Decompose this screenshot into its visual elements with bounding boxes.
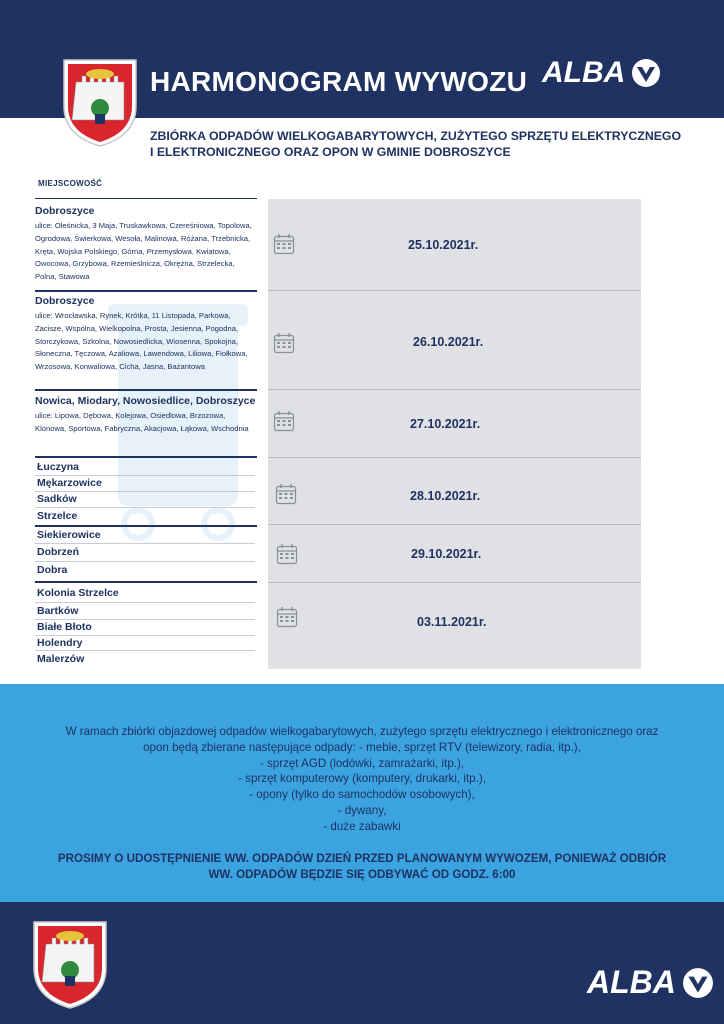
place-name: Strzelce <box>37 510 78 522</box>
collection-date: 03.11.2021r. <box>417 615 487 629</box>
row-separator <box>268 457 641 458</box>
divider <box>35 525 257 527</box>
info-line: W ramach zbiórki objazdowej odpadów wielkogabarytowych, zużytego sprzętu elektrycznego i elektronicznego oraz <box>65 725 659 738</box>
collection-date: 27.10.2021r. <box>410 417 481 431</box>
footer-bar <box>0 902 724 1024</box>
place-name: Białe Błoto <box>37 621 92 633</box>
notice-line-2: WW. ODPADÓW BĘDZIE SIĘ ODBYWAĆ OD GODZ. 6:00 <box>208 868 516 881</box>
calendar-icon <box>276 543 298 565</box>
divider <box>35 290 257 292</box>
place-name: Malerzów <box>37 653 85 665</box>
info-line: - opony (tylko do samochodów osobowych), <box>249 788 475 802</box>
place-name: Holendry <box>37 637 83 649</box>
street-list: ulice: Oleśnicka, 3 Maja, Truskawkowa, Czereśniowa, Topolowa, Ogrodowa, Świerkowa, Wesoła, Malinowa, Różana, Trzebnicka, Kręta, Wojska Polskiego, Górna, Przemysłowa, Kwiatowa, Owocowa, Grzybowa, Rzemieślnicza, Okrężna, Strzelecka, Polna, Stawowa <box>35 221 252 282</box>
street-list: ulice: Wrocławska, Rynek, Krótka, 11 Listopada, Parkowa, Zacisze, Wspólna, Wielkopolna, Prosta, Jesienna, Pogodna, Storczykowa, Szkolna, Nowosiedlicka, Wiosenna, Spokojna, Słoneczna, Tęczowa, Azaliowa, Lawendowa, Liliowa, Fiołkowa, Wrzosowa, Konwaliowa, Cicha, Jasna, Bażantowa <box>35 311 248 372</box>
info-text <box>20 724 704 835</box>
coat-of-arms-icon <box>32 918 108 1010</box>
location-group-2 <box>35 295 257 374</box>
alba-logo-icon <box>631 58 661 88</box>
divider <box>35 650 255 651</box>
info-line: - dywany, <box>337 803 387 817</box>
divider <box>35 389 257 391</box>
place-name: Łuczyna <box>37 461 80 473</box>
alba-logo <box>587 964 714 1001</box>
collection-date: 26.10.2021r. <box>413 335 484 349</box>
place-name: Sadków <box>37 493 77 505</box>
row-separator <box>268 582 641 583</box>
place-name: Kolonia Strzelce <box>37 587 119 599</box>
divider <box>35 491 255 492</box>
row-separator <box>268 389 641 390</box>
alba-wordmark: ALBA <box>542 56 626 89</box>
group-name: Dobroszyce <box>35 205 95 217</box>
subtitle-line-1: ZBIÓRKA ODPADÓW WIELKOGABARYTOWYCH, ZUŻYTEGO SPRZĘTU ELEKTRYCZNEGO <box>150 129 682 143</box>
divider <box>35 581 257 583</box>
info-line: - duże zabawki <box>323 819 401 833</box>
divider <box>35 456 257 458</box>
calendar-icon <box>275 483 297 505</box>
row-separator <box>268 524 641 525</box>
divider <box>35 475 255 476</box>
divider <box>35 602 255 603</box>
calendar-icon <box>273 410 295 432</box>
alba-wordmark: ALBA <box>587 964 676 1000</box>
calendar-icon <box>273 233 295 255</box>
place-name: Siekierowice <box>37 529 101 541</box>
collection-date: 25.10.2021r. <box>408 238 479 252</box>
place-name: Dobra <box>37 564 68 576</box>
divider <box>35 507 255 508</box>
place-name: Mękarzowice <box>37 477 102 489</box>
calendar-icon <box>276 606 298 628</box>
column-header: MIEJSCOWOŚĆ <box>38 179 103 188</box>
info-line: - sprzęt komputerowy (komputery, drukarki, itp.), <box>238 772 486 786</box>
notice-line-1: PROSIMY O UDOSTĘPNIENIE WW. ODPADÓW DZIEŃ PRZED PLANOWANYM WYWOZEM, PONIEWAŻ ODBIÓR <box>57 852 667 865</box>
notice-text <box>30 851 694 883</box>
info-line: opon będą zbierane następujące odpady: - meble, sprzęt RTV (telewizory, radia, itp.), <box>143 740 581 754</box>
place-name: Bartków <box>37 605 79 617</box>
collection-date: 28.10.2021r. <box>410 489 481 503</box>
subtitle-line-2: I ELEKTRONICZNEGO ORAZ OPON W GMINIE DOBROSZYCE <box>150 145 511 159</box>
street-list: ulice: Lipowa, Dębowa, Kolejowa, Osiedlowa, Brzozowa, Klonowa, Sportowa, Fabryczna, Akacjowa, Łąkowa, Wschodnia <box>35 411 249 433</box>
calendar-icon <box>273 332 295 354</box>
row-separator <box>268 290 641 291</box>
divider <box>35 635 255 636</box>
alba-logo <box>542 56 661 90</box>
divider <box>35 543 255 544</box>
group-name: Nowica, Miodary, Nowosiedlice, Dobroszyce <box>35 395 256 407</box>
divider <box>35 198 257 199</box>
divider <box>35 561 255 562</box>
location-group-1 <box>35 205 257 284</box>
alba-logo-icon <box>682 967 714 999</box>
coat-of-arms-icon <box>62 56 138 148</box>
location-group-3 <box>35 395 257 436</box>
subtitle <box>150 128 690 160</box>
date-panel <box>268 199 641 669</box>
group-name: Dobroszyce <box>35 295 95 307</box>
info-line: - sprzęt AGD (lodówki, zamrażarki, itp.), <box>259 756 465 770</box>
collection-date: 29.10.2021r. <box>411 547 482 561</box>
page-title: HARMONOGRAM WYWOZU <box>150 66 528 97</box>
place-name: Dobrzeń <box>37 546 79 558</box>
divider <box>35 619 255 620</box>
